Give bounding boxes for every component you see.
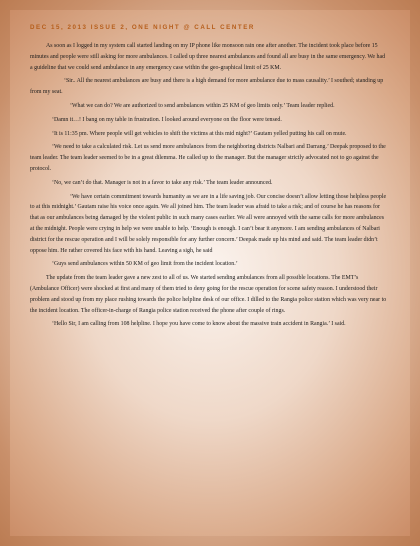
issue-header: DEC 15, 2013 ISSUE 2, ONE NIGHT @ CALL CENTER	[30, 24, 255, 31]
paragraph: ‘Damn it…! I bang on my table in frustration. I looked around everyone on the floor were tensed.	[52, 116, 282, 123]
paragraph: ‘No, we can’t do that. Manager is not in a favor to take any risk.’ The team leader announced.	[52, 179, 273, 186]
paragraph: ‘It is 11:35 pm. Where people will get vehicles to shift the victims at this mid night?’ Gautam yelled putting his call on mute.	[52, 130, 347, 137]
paragraph: ‘We need to take a calculated risk. Let us send more ambulances from the neighboring districts Nalbari and Darrang.’ Deepak proposed to the team leader. The team leader seemed to be in a great dilemma. He called up to the manager. But the manager strictly advocated not to go against the protocol.	[30, 144, 386, 172]
story-body	[30, 41, 388, 333]
paragraph: ‘Guys send ambulances within 50 KM of geo limit from the incident location.’	[52, 261, 238, 268]
paragraph: ‘Sir.. All the nearest ambulances are busy and there is a high demand for more ambulance due to mass causality.’ I southed; standing up from my seat.	[30, 78, 384, 96]
paragraph: ‘Hello Sir, I am calling from 108 helpline. I hope you have come to know about the massive train accident in Rangia.’ I said.	[52, 321, 346, 328]
paragraph: ‘What we can do? We are authorized to send ambulances within 25 KM of geo limits only.’ Team leader replied.	[70, 102, 335, 109]
paragraph: ‘We have certain commitment towards humanity as we are in a life saving job. Our concise doesn’t allow letting those helpless people to at this midnight.’ Gautam raise his voice once again. We all joined him. The team leader was afraid to take a risk; and of course he has reasons for that as our ambulances being damaged by the violent public in such many cases earlier. We all were annoyed with the same calls for more ambulances at the midnight. People were crying in help we were unable to help. ‘Enough is enough. I can’t bear it anymore. I am sending ambulances of Nalbari district for the rescue operation and I will be solely responsible for any further concern.’ Deepak made up his mind and said. The team leader didn’t oppose him. He rather covered his face with his hand. Leaving a sigh, he said	[30, 193, 387, 254]
paragraph: The update from the team leader gave a new zest to all of us. We started sending ambulances from all possible locations. The EMT’s (Ambulance Officer) were shocked at first and many of them tried to deny going for the rescue operation for scene safety reason. I understood their problem and stood up from my place rushing towards the police helpline desk of our office. I dilled to the Rangia police station which was very near to the incident location. The officer-in-charge of Rangia police station received the phone after couple of rings.	[30, 275, 387, 314]
paragraph: As soon as I logged in my system call started landing on my IP phone like monsoon rain one after another. The incident took place before 15 minutes and people were still asking for more ambulances. I called up three nearest ambulances and found all are busy in the same emergency. We had a guideline that we could send ambulance in any emergency case within the geo-graphical limit of 25 KM.	[30, 43, 386, 71]
